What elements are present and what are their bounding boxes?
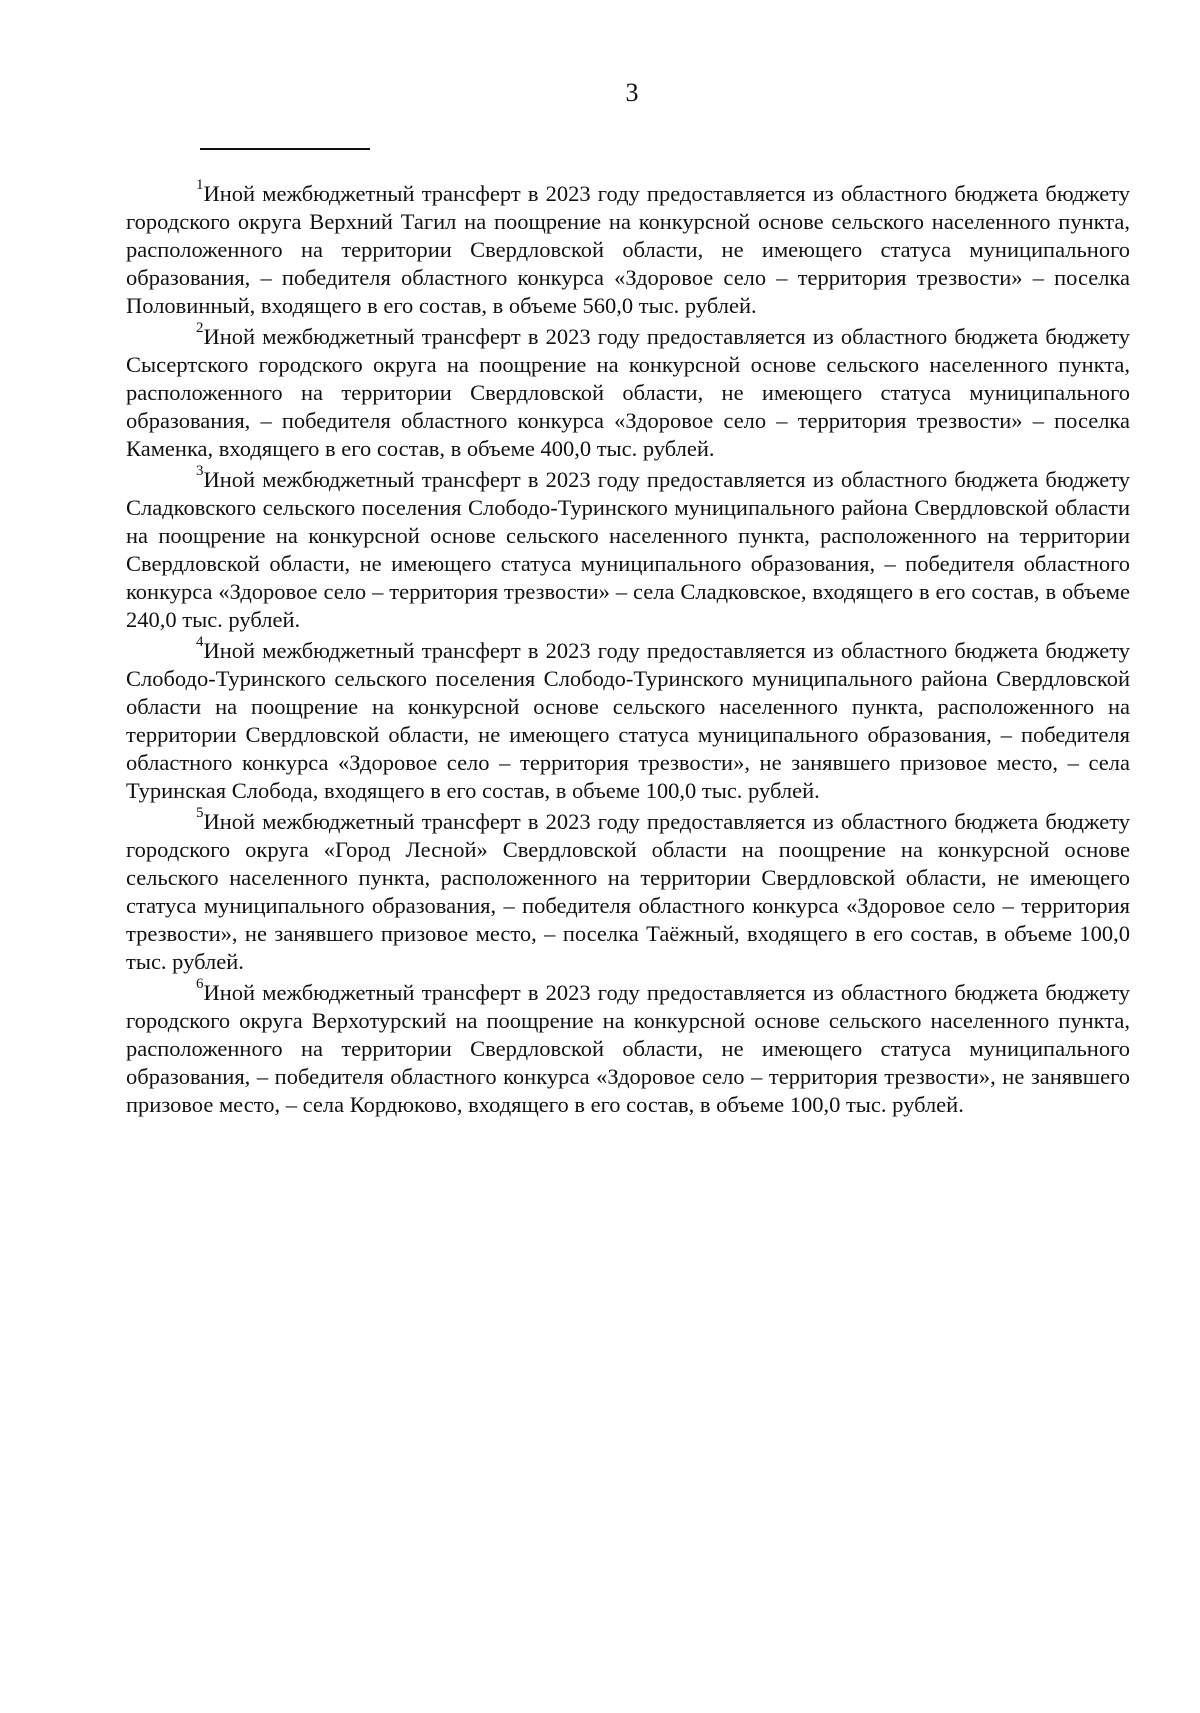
- footnote-3: [126, 463, 1130, 634]
- page-number: 3: [625, 78, 639, 107]
- footnote-6: [126, 976, 1130, 1119]
- footnote-text: Иной межбюджетный трансферт в 2023 году предоставляется из областного бюджета бюджету Слободо-Туринского сельского поселения Слободо-Туринского муниципального района Свердловской области на поощрение на конкурсной основе сельского населенного пункта, расположенного на территории Свердловской области, не имеющего статуса муниципального образования, – победителя областного конкурса «Здоровое село – территория трезвости», не занявшего призовое место, – села Туринская Слобода, входящего в его состав, в объеме 100,0 тыс. рублей.: [126, 638, 1130, 803]
- footnote-text: Иной межбюджетный трансферт в 2023 году предоставляется из областного бюджета бюджету городского округа «Город Лесной» Свердловской области на поощрение на конкурсной основе сельского населенного пункта, расположенного на территории Свердловской области, не имеющего статуса муниципального образования, – победителя областного конкурса «Здоровое село – территория трезвости», не занявшего призовое место, – поселка Таёжный, входящего в его состав, в объеме 100,0 тыс. рублей.: [126, 809, 1130, 974]
- footnote-text: Иной межбюджетный трансферт в 2023 году предоставляется из областного бюджета бюджету городского округа Верхотурский на поощрение на конкурсной основе сельского населенного пункта, расположенного на территории Свердловской области, не имеющего статуса муниципального образования, – победителя областного конкурса «Здоровое село – территория трезвости», не занявшего призовое место, – села Кордюково, входящего в его состав, в объеме 100,0 тыс. рублей.: [126, 980, 1130, 1117]
- footnote-mark: 6: [196, 976, 204, 992]
- footnote-5: [126, 805, 1130, 976]
- footnote-text: Иной межбюджетный трансферт в 2023 году предоставляется из областного бюджета бюджету Сладковского сельского поселения Слободо-Туринского муниципального района Свердловской области на поощрение на конкурсной основе сельского населенного пункта, расположенного на территории Свердловской области, не имеющего статуса муниципального образования, – победителя областного конкурса «Здоровое село – территория трезвости» – села Сладковское, входящего в его состав, в объеме 240,0 тыс. рублей.: [126, 467, 1130, 632]
- footnote-4: [126, 634, 1130, 805]
- footnote-text: Иной межбюджетный трансферт в 2023 году предоставляется из областного бюджета бюджету городского округа Верхний Тагил на поощрение на конкурсной основе сельского населенного пункта, расположенного на территории Свердловской области, не имеющего статуса муниципального образования, – победителя областного конкурса «Здоровое село – территория трезвости» – поселка Половинный, входящего в его состав, в объеме 560,0 тыс. рублей.: [126, 181, 1130, 318]
- footnote-mark: 2: [196, 320, 204, 336]
- footnotes-section: [126, 177, 1130, 1122]
- footnote-mark: 1: [196, 177, 204, 193]
- footnote-text: Иной межбюджетный трансферт в 2023 году предоставляется из областного бюджета бюджету Сысертского городского округа на поощрение на конкурсной основе сельского населенного пункта, расположенного на территории Свердловской области, не имеющего статуса муниципального образования, – победителя областного конкурса «Здоровое село – территория трезвости» – поселка Каменка, входящего в его состав, в объеме 400,0 тыс. рублей.: [126, 324, 1130, 461]
- footnote-2: [126, 320, 1130, 463]
- footnote-mark: 3: [196, 463, 204, 479]
- footnote-mark: 5: [196, 805, 204, 821]
- footnote-mark: 4: [196, 634, 204, 650]
- footnote-1: [126, 177, 1130, 320]
- footnote-separator: [200, 148, 370, 150]
